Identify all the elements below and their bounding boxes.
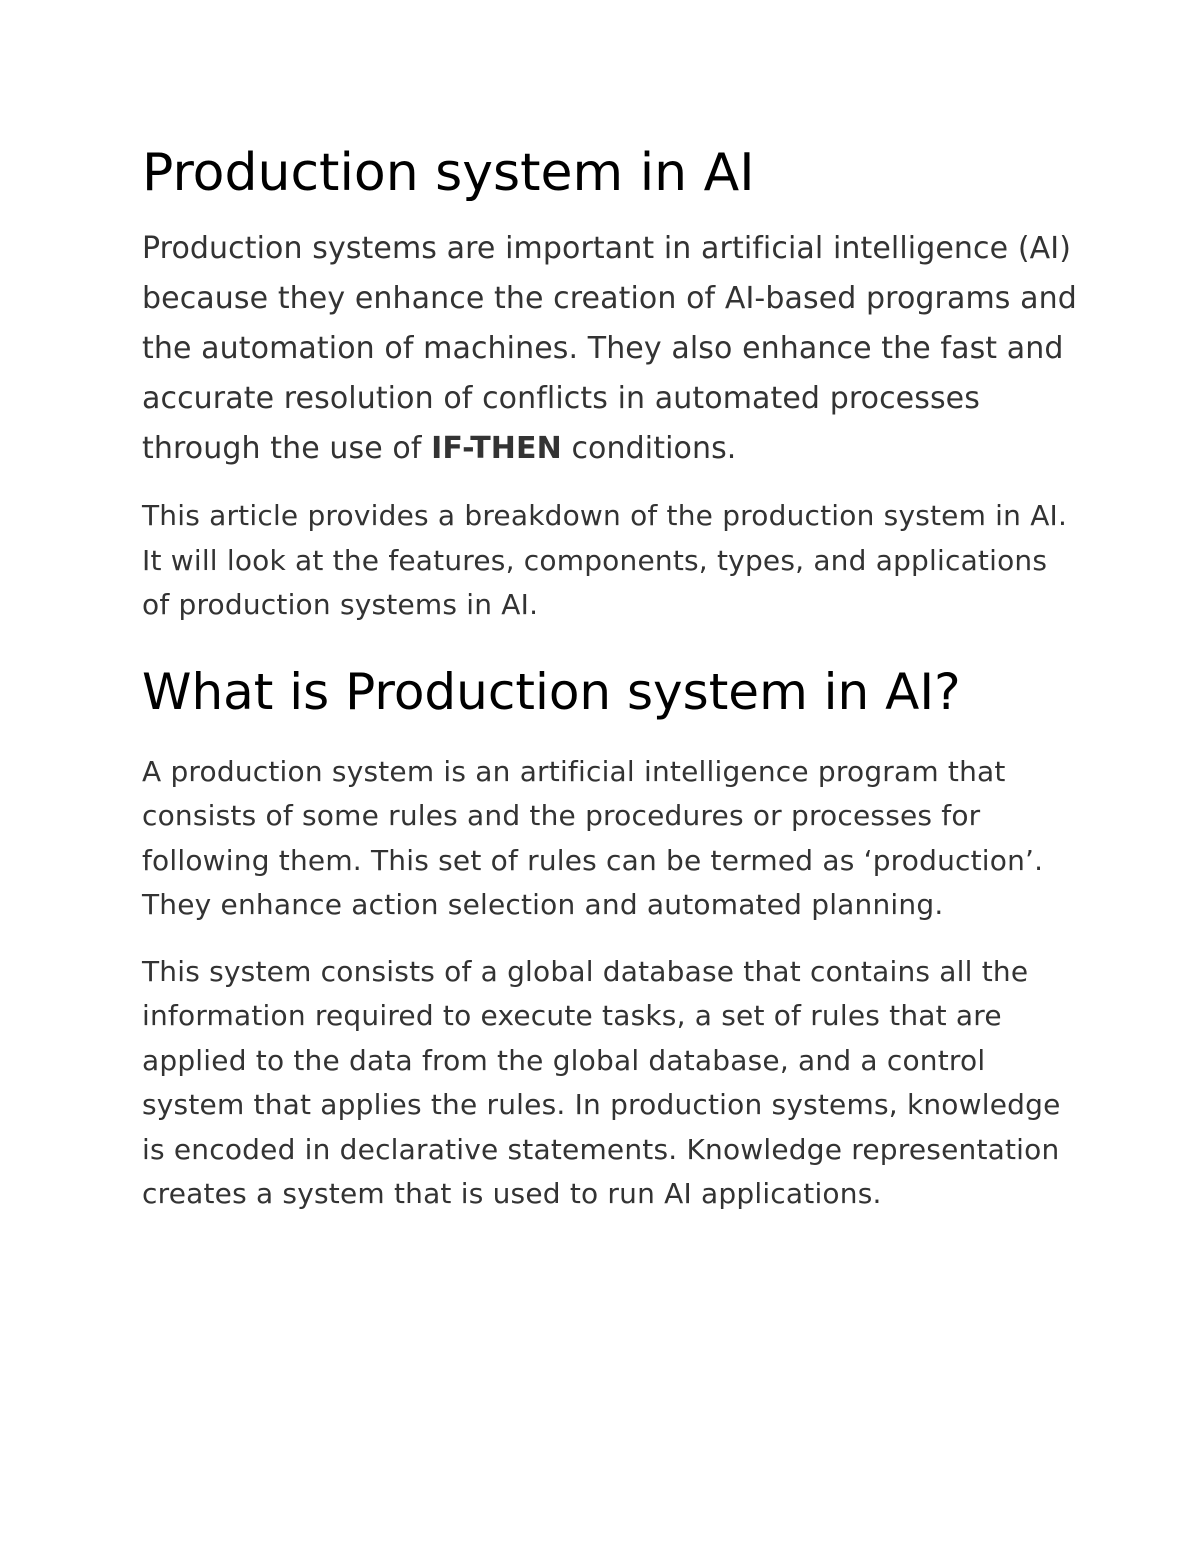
section-heading: What is Production system in AI? <box>142 662 961 721</box>
intro-text-end: conditions. <box>561 431 737 466</box>
definition-paragraph: A production system is an artificial intelligence program that consists of some rules and the procedures or processes for following them. This set of rules can be termed as ‘production’. They enhance action selection and automated planning. <box>142 754 1044 921</box>
structure-paragraph: This system consists of a global database that contains all the information required to execute tasks, a set of rules that are applied to the data from the global database, and a control system that applies the rules. In production systems, knowledge is encoded in declarative statements. Knowledge representation creates a system that is used to run AI applications. <box>142 954 1061 1210</box>
document-title: Production system in AI <box>142 143 755 203</box>
if-then-bold-text: IF-THEN <box>431 431 562 466</box>
intro-paragraph <box>142 224 1080 474</box>
overview-paragraph: This article provides a breakdown of the production system in AI. It will look at the features, components, types, and applications of production systems in AI. <box>142 499 1068 621</box>
intro-text: Production systems are important in artificial intelligence (AI) because they enhance the creation of AI-based programs and the automation of machines. They also enhance the fast and accurate resolution of conflicts in automated processes through the use of <box>142 231 1077 466</box>
